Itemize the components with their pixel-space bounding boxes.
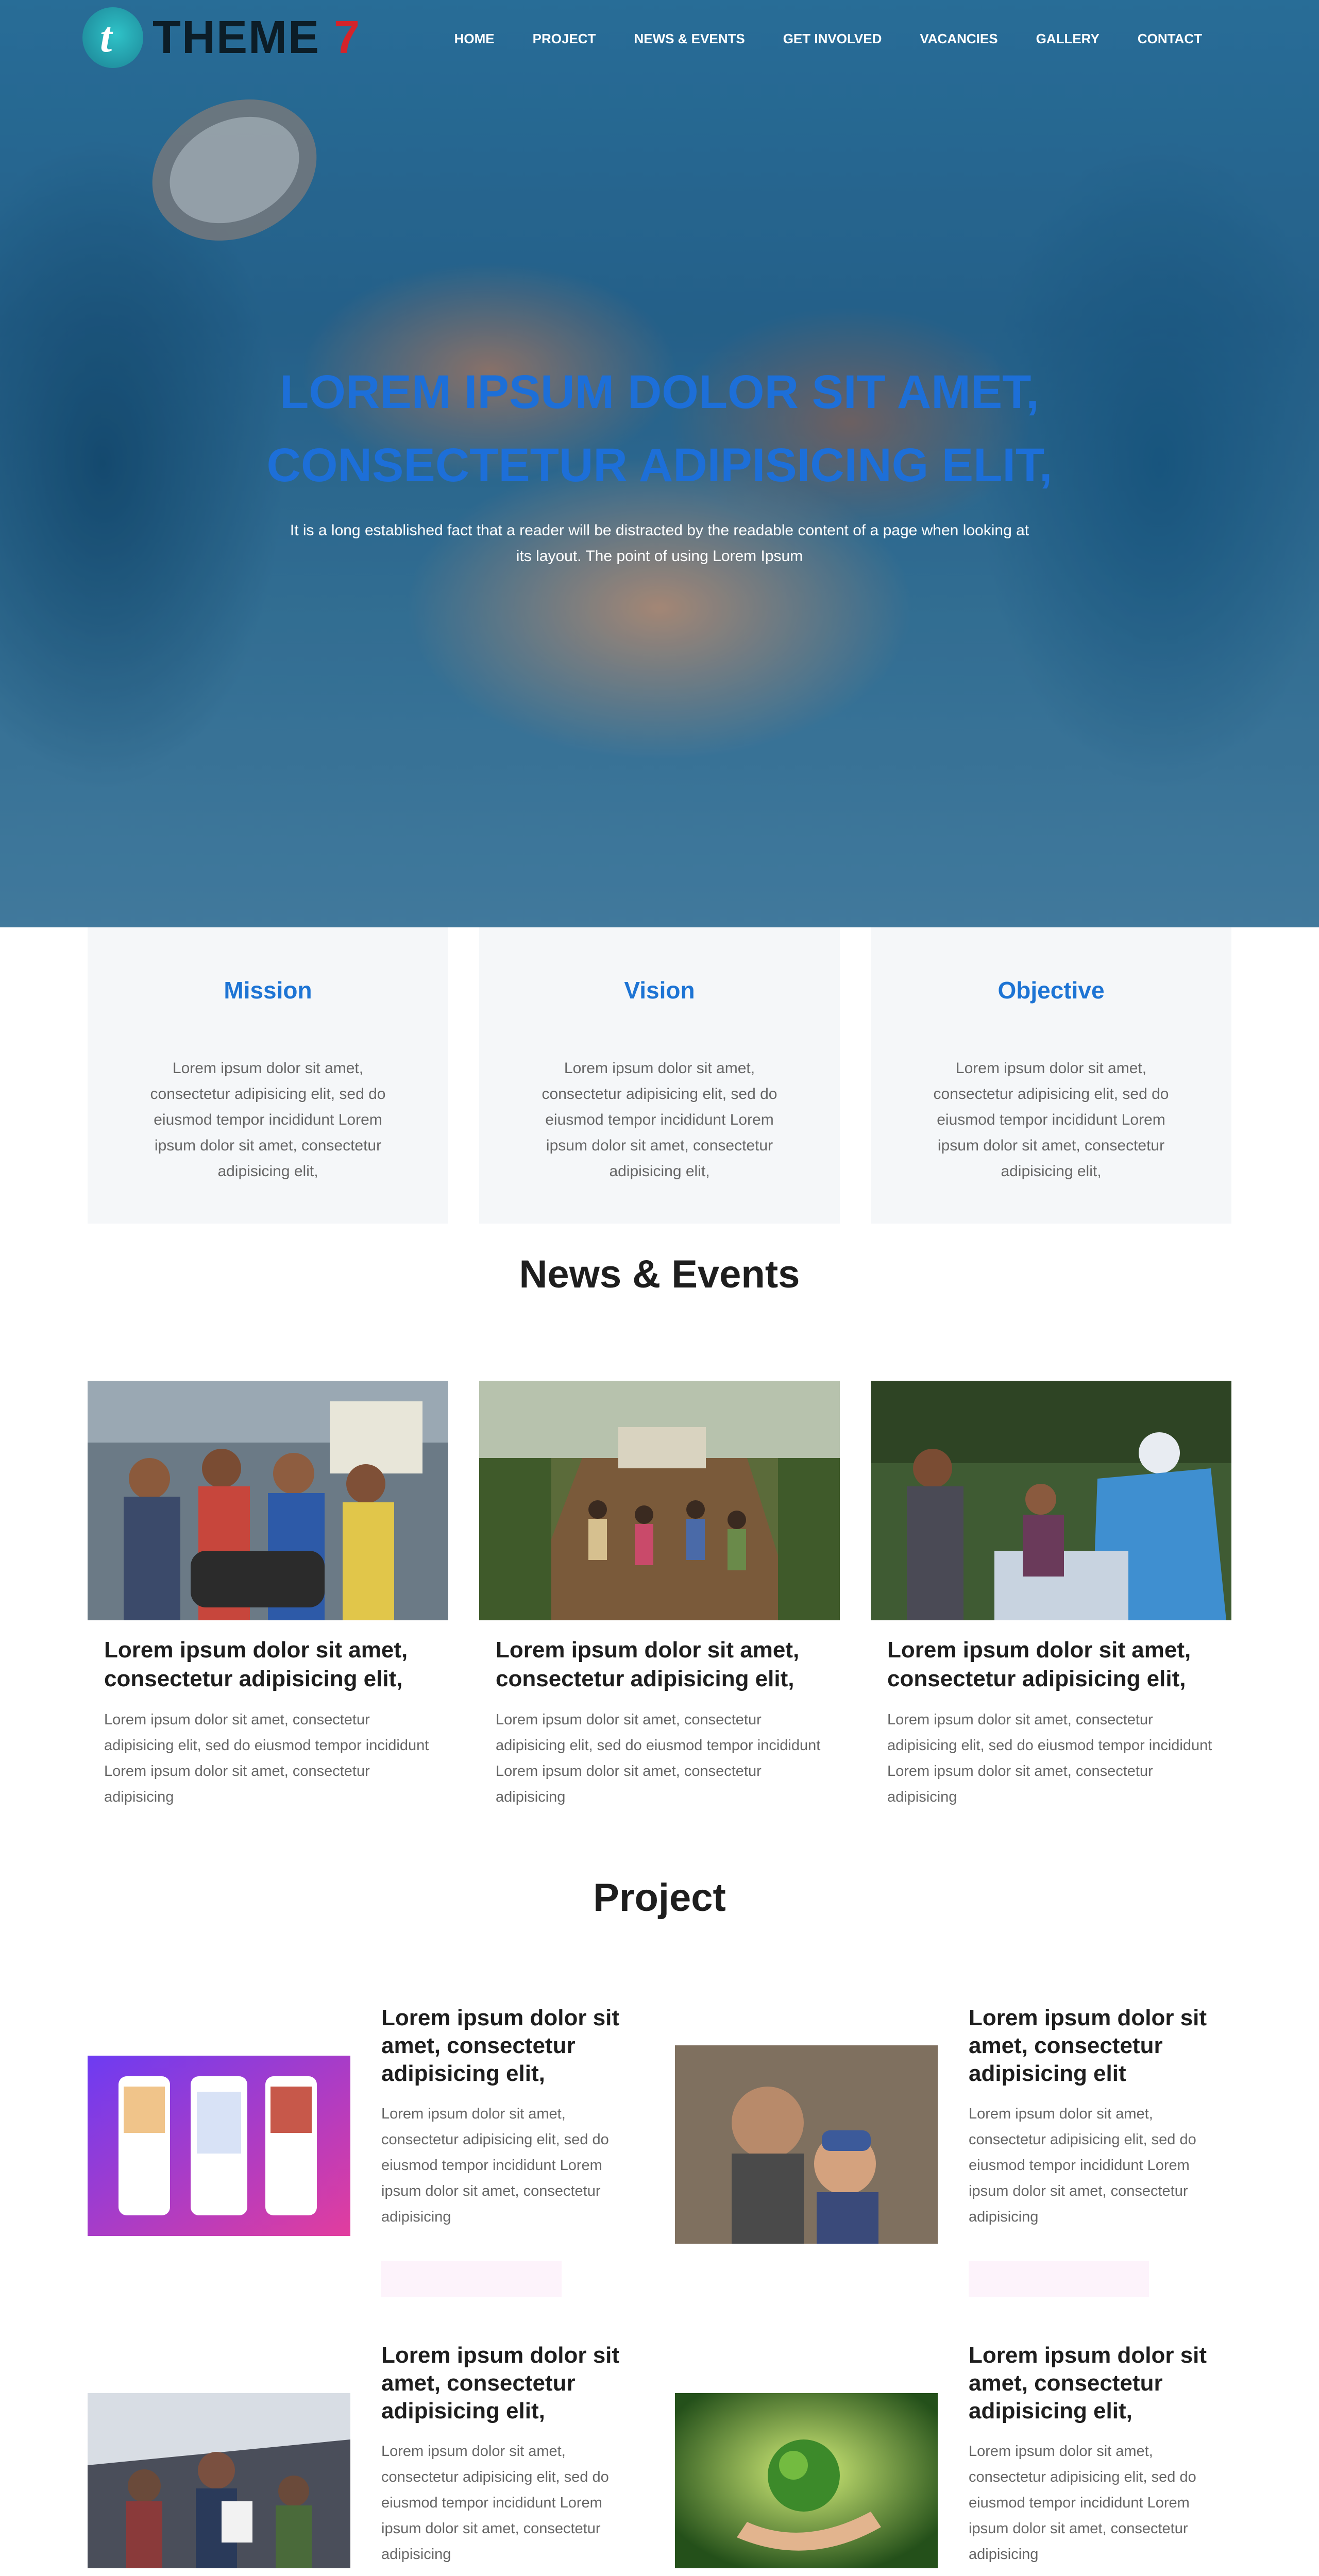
project-text: Lorem ipsum dolor sit amet, consectetur adipisicing elit, sed do eiusmod tempor incididunt Lorem ipsum dolor sit amet, consectetur adipisicing <box>969 2106 1196 2225</box>
project-body <box>969 2004 1231 2297</box>
mission-title: Mission <box>224 977 312 1004</box>
news-image[interactable] <box>871 1381 1231 1620</box>
project-card <box>88 2342 644 2576</box>
project-body <box>381 2004 644 2297</box>
project-card <box>88 2004 644 2297</box>
logo-name: THEME <box>153 11 320 63</box>
project-body <box>969 2342 1231 2576</box>
news-image[interactable] <box>88 1381 448 1620</box>
vision-text: Lorem ipsum dolor sit amet, consectetur adipisicing elit, sed do eiusmod tempor incididunt Lorem ipsum dolor sit amet, consectetur adipisicing elit, <box>542 1060 777 1180</box>
nav-home[interactable]: HOME <box>454 31 495 46</box>
mvo-section <box>88 927 1231 1224</box>
objective-title: Objective <box>997 977 1105 1004</box>
project-section-title: Project <box>593 1876 726 1920</box>
news-card[interactable] <box>88 1381 448 1810</box>
nav-contact[interactable]: CONTACT <box>1137 31 1202 46</box>
project-image[interactable] <box>675 2393 938 2568</box>
news-card[interactable] <box>871 1381 1231 1810</box>
hero-title-line1: LOREM IPSUM DOLOR SIT AMET, <box>280 366 1039 418</box>
project-card <box>675 2004 1231 2297</box>
project-read-more-button[interactable] <box>381 2261 562 2297</box>
logo-icon: t <box>82 7 143 68</box>
news-title[interactable]: Lorem ipsum dolor sit amet, consectetur adipisicing elit, <box>496 1637 800 1691</box>
news-section-title: News & Events <box>519 1252 800 1296</box>
hero-title-line2: CONSECTETUR ADIPISICING ELIT, <box>266 439 1053 492</box>
hero-subtitle: It is a long established fact that a reader will be distracted by the readable content of a page when looking at its layout. The point of using Lorem Ipsum <box>290 522 1029 565</box>
project-body <box>381 2342 644 2576</box>
project-title[interactable]: Lorem ipsum dolor sit amet, consectetur adipisicing elit, <box>381 2343 620 2424</box>
project-read-more-button[interactable] <box>969 2261 1149 2297</box>
news-title[interactable]: Lorem ipsum dolor sit amet, consectetur adipisicing elit, <box>887 1637 1191 1691</box>
nav-gallery[interactable]: GALLERY <box>1036 31 1100 46</box>
news-excerpt: Lorem ipsum dolor sit amet, consectetur adipisicing elit, sed do eiusmod tempor incididunt Lorem ipsum dolor sit amet, consectetur adipisicing <box>104 1711 429 1805</box>
nav-news-events[interactable]: NEWS & EVENTS <box>634 31 745 46</box>
news-card[interactable] <box>479 1381 840 1810</box>
news-title[interactable]: Lorem ipsum dolor sit amet, consectetur adipisicing elit, <box>104 1637 408 1691</box>
news-excerpt: Lorem ipsum dolor sit amet, consectetur adipisicing elit, sed do eiusmod tempor incididunt Lorem ipsum dolor sit amet, consectetur adipisicing <box>887 1711 1212 1805</box>
news-image[interactable] <box>479 1381 840 1620</box>
project-text: Lorem ipsum dolor sit amet, consectetur adipisicing elit, sed do eiusmod tempor incididunt Lorem ipsum dolor sit amet, consectetur adipisicing <box>381 2106 609 2225</box>
project-image[interactable] <box>88 2056 350 2254</box>
hero-title <box>144 355 1175 502</box>
vision-card <box>479 927 840 1224</box>
project-text: Lorem ipsum dolor sit amet, consectetur adipisicing elit, sed do eiusmod tempor incididunt Lorem ipsum dolor sit amet, consectetur adipisicing <box>381 2443 609 2563</box>
news-section <box>88 1381 1231 1810</box>
project-title[interactable]: Lorem ipsum dolor sit amet, consectetur adipisicing elit, <box>381 2005 620 2086</box>
hero-section <box>0 0 1319 927</box>
mission-card <box>88 927 448 1224</box>
mission-text: Lorem ipsum dolor sit amet, consectetur adipisicing elit, sed do eiusmod tempor incididunt Lorem ipsum dolor sit amet, consectetur adipisicing elit, <box>150 1060 386 1180</box>
project-title[interactable]: Lorem ipsum dolor sit amet, consectetur adipisicing elit, <box>969 2343 1207 2424</box>
vision-title: Vision <box>624 977 695 1004</box>
nav-project[interactable]: PROJECT <box>532 31 596 46</box>
site-logo[interactable] <box>82 7 361 68</box>
project-card <box>675 2342 1231 2576</box>
nav-get-involved[interactable]: GET INVOLVED <box>783 31 882 46</box>
project-image[interactable] <box>675 2045 938 2244</box>
news-excerpt: Lorem ipsum dolor sit amet, consectetur adipisicing elit, sed do eiusmod tempor incididunt Lorem ipsum dolor sit amet, consectetur adipisicing <box>496 1711 821 1805</box>
project-title[interactable]: Lorem ipsum dolor sit amet, consectetur adipisicing elit <box>969 2005 1207 2086</box>
project-text: Lorem ipsum dolor sit amet, consectetur adipisicing elit, sed do eiusmod tempor incididunt Lorem ipsum dolor sit amet, consectetur adipisicing <box>969 2443 1196 2563</box>
logo-number: 7 <box>334 11 361 63</box>
project-image[interactable] <box>88 2393 350 2568</box>
objective-text: Lorem ipsum dolor sit amet, consectetur adipisicing elit, sed do eiusmod tempor incididunt Lorem ipsum dolor sit amet, consectetur adipisicing elit, <box>933 1060 1169 1180</box>
main-nav <box>435 31 1221 47</box>
nav-vacancies[interactable]: VACANCIES <box>920 31 998 46</box>
logo-wordmark <box>153 11 361 64</box>
objective-card <box>871 927 1231 1224</box>
